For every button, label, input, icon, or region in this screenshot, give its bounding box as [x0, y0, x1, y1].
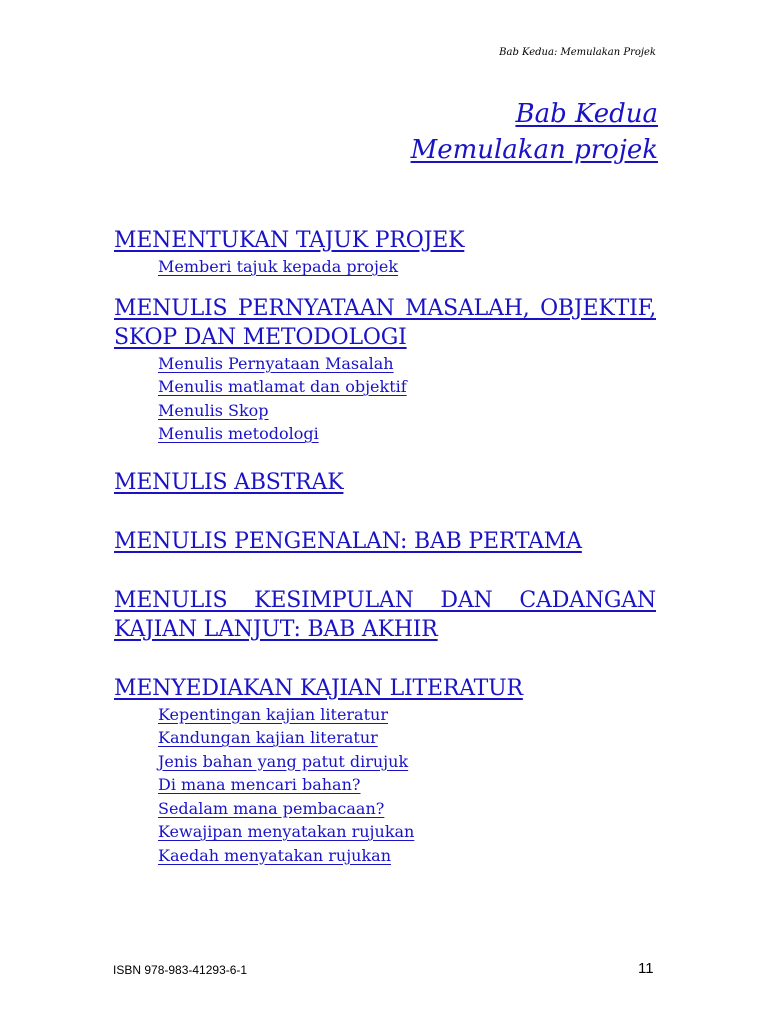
toc-subitem[interactable]: Di mana mencari bahan? [158, 775, 361, 794]
toc-section-pengenalan[interactable]: MENULIS PENGENALAN: BAB PERTAMA [114, 528, 582, 554]
toc-subitem[interactable]: Kaedah menyatakan rujukan [158, 845, 392, 865]
toc-section-line: MENULIS KESIMPULAN DAN CADANGAN [114, 587, 656, 613]
footer-isbn: ISBN 978-983-41293-6-1 [113, 963, 248, 977]
chapter-title-line1: Bab Kedua [515, 99, 658, 129]
toc-section-line: KAJIAN LANJUT: BAB AKHIR [114, 616, 438, 642]
toc-section-kesimpulan[interactable] [114, 586, 656, 644]
toc-subitem[interactable]: Jenis bahan yang patut dirujuk [158, 751, 409, 771]
toc-section-tajuk-projek[interactable]: MENENTUKAN TAJUK PROJEK [114, 228, 465, 253]
toc-section-line: MENULIS PERNYATAAN MASALAH, OBJEKTIF, [114, 295, 656, 321]
toc-subitem[interactable]: Menulis Pernyataan Masalah [158, 353, 394, 373]
toc-subitem[interactable]: Menulis metodologi [158, 424, 319, 443]
toc-group-pernyataan [114, 294, 656, 446]
toc-section-kajian-literatur[interactable]: MENYEDIAKAN KAJIAN LITERATUR [114, 675, 523, 701]
toc-subitem[interactable]: Kepentingan kajian literatur [158, 704, 388, 724]
toc-subitem[interactable]: Memberi tajuk kepada projek [158, 257, 399, 276]
chapter-title [411, 96, 658, 168]
toc-subitem[interactable]: Kewajipan menyatakan rujukan [158, 822, 415, 841]
toc-subitem[interactable]: Kandungan kajian literatur [158, 728, 378, 747]
toc-section-line: SKOP DAN METODOLOGI [114, 324, 407, 350]
page-number: 11 [638, 960, 654, 977]
toc-subitem[interactable]: Sedalam mana pembacaan? [158, 798, 385, 818]
toc-section-abstrak[interactable]: MENULIS ABSTRAK [114, 469, 344, 495]
table-of-contents [114, 226, 656, 867]
toc-group-kesimpulan [114, 586, 656, 644]
toc-subitem[interactable]: Menulis Skop [158, 400, 269, 420]
toc-group-pengenalan [114, 527, 656, 556]
chapter-title-line2: Memulakan projek [410, 135, 658, 165]
toc-group-literatur [114, 674, 656, 868]
toc-section-pernyataan-masalah[interactable] [114, 294, 656, 352]
toc-subitem[interactable]: Menulis matlamat dan objektif [158, 377, 407, 396]
toc-group-abstrak [114, 468, 656, 497]
toc-group-tajuk [114, 226, 656, 279]
running-header: Bab Kedua: Memulakan Projek [499, 47, 656, 58]
